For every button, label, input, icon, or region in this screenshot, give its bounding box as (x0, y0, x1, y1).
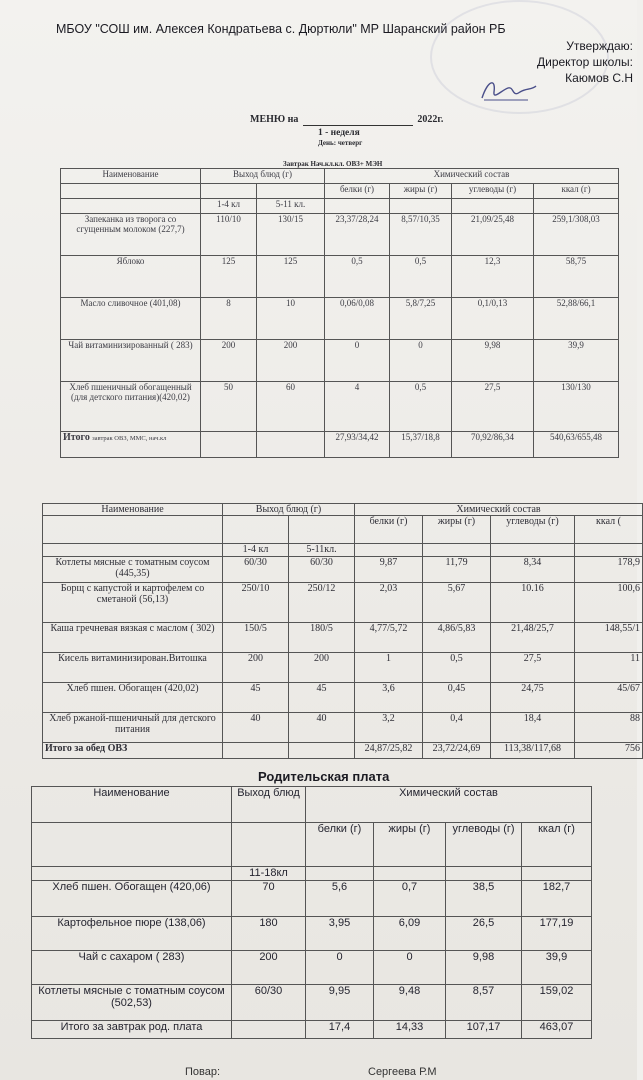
header-name: Наименование (43, 504, 223, 516)
yield-a: 8 (201, 298, 257, 340)
total-label: Итого за завтрак род. плата (32, 1021, 232, 1039)
header-carbs: углеводы (г) (446, 823, 522, 867)
total-carbs: 113,38/117,68 (491, 743, 575, 759)
menu-year: 2022г. (417, 114, 444, 125)
proteins: 0 (325, 340, 390, 382)
fats: 0,5 (390, 256, 452, 298)
yield: 70 (232, 881, 306, 917)
yield: 200 (232, 951, 306, 985)
grade: 11-18кл (232, 867, 306, 881)
approval-line-2: Директор школы: (537, 55, 633, 69)
proteins: 9,95 (306, 985, 374, 1021)
dish-name: Борщ с капустой и картофелем со сметаной (56,13) (43, 583, 223, 623)
yield: 180 (232, 917, 306, 951)
proteins: 0,5 (325, 256, 390, 298)
grade-b: 5-11 кл. (257, 199, 325, 214)
total-carbs: 70,92/86,34 (452, 432, 534, 458)
fats: 0,45 (423, 683, 491, 713)
grade-a: 1-4 кл (201, 199, 257, 214)
breakfast-table (60, 168, 619, 458)
header-yield: Выход блюд (г) (201, 169, 325, 184)
school-title: МБОУ "СОШ им. Алексея Кондратьева с. Дюртюли" МР Шаранский район РБ (56, 22, 506, 36)
dish-name: Хлеб пшен. Обогащен (420,02) (43, 683, 223, 713)
proteins: 4,77/5,72 (355, 623, 423, 653)
dish-name: Запеканка из творога со сгущенным молоком (227,7) (61, 214, 201, 256)
header-proteins: белки (г) (355, 516, 423, 544)
yield-b: 10 (257, 298, 325, 340)
carbs: 27,5 (452, 382, 534, 432)
total-label: Итого (63, 432, 90, 443)
yield-b: 60/30 (289, 557, 355, 583)
total-label-cell (61, 432, 201, 458)
yield: 60/30 (232, 985, 306, 1021)
carbs: 0,1/0,13 (452, 298, 534, 340)
carbs: 9,98 (452, 340, 534, 382)
header-fats: жиры (г) (374, 823, 446, 867)
dish-name: Котлеты мясные с томатным соусом (502,53) (32, 985, 232, 1021)
kcal: 182,7 (522, 881, 592, 917)
total-sublabel: завтрак ОВЗ, ММС, нач.кл (92, 435, 167, 442)
kcal: 88 (575, 713, 643, 743)
kcal: 178,9 (575, 557, 643, 583)
header-kcal: ккал ( (575, 516, 643, 544)
yield-b: 180/5 (289, 623, 355, 653)
menu-label: МЕНЮ на (250, 114, 299, 125)
total-carbs: 107,17 (446, 1021, 522, 1039)
kcal: 58,75 (534, 256, 619, 298)
carbs: 38,5 (446, 881, 522, 917)
fats: 9,48 (374, 985, 446, 1021)
header-fats: жиры (г) (423, 516, 491, 544)
yield-a: 45 (223, 683, 289, 713)
header-name: Наименование (32, 787, 232, 823)
day-label: День: четверг (318, 139, 363, 147)
fats: 0,5 (423, 653, 491, 683)
footer-cook-name: Сергеева Р.М (368, 1066, 437, 1078)
proteins: 3,2 (355, 713, 423, 743)
week-label: 1 - неделя (318, 128, 360, 138)
total-proteins: 24,87/25,82 (355, 743, 423, 759)
yield-b: 250/12 (289, 583, 355, 623)
header-carbs: углеводы (г) (491, 516, 575, 544)
yield-a: 125 (201, 256, 257, 298)
dish-name: Кисель витаминизирован.Витошка (43, 653, 223, 683)
yield-a: 40 (223, 713, 289, 743)
kcal: 100,6 (575, 583, 643, 623)
dish-name: Хлеб ржаной-пшеничный для детского питания (43, 713, 223, 743)
dish-name: Чай с сахаром ( 283) (32, 951, 232, 985)
yield-a: 200 (223, 653, 289, 683)
fats: 5,8/7,25 (390, 298, 452, 340)
proteins: 4 (325, 382, 390, 432)
header-chem: Химический состав (325, 169, 619, 184)
carbs: 9,98 (446, 951, 522, 985)
approval-line-1: Утверждаю: (566, 39, 633, 53)
proteins: 0 (306, 951, 374, 985)
kcal: 159,02 (522, 985, 592, 1021)
carbs: 18,4 (491, 713, 575, 743)
total-proteins: 27,93/34,42 (325, 432, 390, 458)
yield-b: 130/15 (257, 214, 325, 256)
header-kcal: ккал (г) (522, 823, 592, 867)
yield-b: 45 (289, 683, 355, 713)
header-fats: жиры (г) (390, 184, 452, 199)
fats: 11,79 (423, 557, 491, 583)
fats: 0,4 (423, 713, 491, 743)
header-name: Наименование (61, 169, 201, 184)
kcal: 11 (575, 653, 643, 683)
proteins: 9,87 (355, 557, 423, 583)
director-signature (478, 72, 538, 108)
header-carbs: углеводы (г) (452, 184, 534, 199)
header-yield: Выход блюд (232, 787, 306, 823)
yield-b: 125 (257, 256, 325, 298)
carbs: 10.16 (491, 583, 575, 623)
carbs: 8,34 (491, 557, 575, 583)
dish-name: Чай витаминизированный ( 283) (61, 340, 201, 382)
fats: 0 (374, 951, 446, 985)
dish-name: Каша гречневая вязкая с маслом ( 302) (43, 623, 223, 653)
fats: 0 (390, 340, 452, 382)
yield-a: 250/10 (223, 583, 289, 623)
header-yield: Выход блюд (г) (223, 504, 355, 516)
grade-b: 5-11кл. (289, 544, 355, 557)
menu-heading (250, 114, 443, 126)
total-fats: 23,72/24,69 (423, 743, 491, 759)
yield-b: 200 (289, 653, 355, 683)
parent-fee-table (31, 786, 592, 1039)
fats: 0,7 (374, 881, 446, 917)
footer-cook-label: Повар: (185, 1066, 221, 1078)
carbs: 21,48/25,7 (491, 623, 575, 653)
proteins: 0,06/0,08 (325, 298, 390, 340)
kcal: 52,88/66,1 (534, 298, 619, 340)
carbs: 27,5 (491, 653, 575, 683)
kcal: 39,9 (534, 340, 619, 382)
fats: 6,09 (374, 917, 446, 951)
kcal: 39,9 (522, 951, 592, 985)
breakfast-caption: Завтрак Нач.кл.кл. ОВЗ+ МЭН (283, 160, 383, 168)
carbs: 24,75 (491, 683, 575, 713)
yield-a: 200 (201, 340, 257, 382)
kcal: 45/67 (575, 683, 643, 713)
fats: 0,5 (390, 382, 452, 432)
carbs: 21,09/25,48 (452, 214, 534, 256)
yield-a: 110/10 (201, 214, 257, 256)
carbs: 26,5 (446, 917, 522, 951)
proteins: 3,95 (306, 917, 374, 951)
lunch-table (42, 503, 643, 759)
total-proteins: 17,4 (306, 1021, 374, 1039)
kcal: 130/130 (534, 382, 619, 432)
proteins: 3,6 (355, 683, 423, 713)
fats: 8,57/10,35 (390, 214, 452, 256)
dish-name: Хлеб пшен. Обогащен (420,06) (32, 881, 232, 917)
total-kcal: 756 (575, 743, 643, 759)
fats: 4,86/5,83 (423, 623, 491, 653)
total-label: Итого за обед ОВЗ (43, 743, 223, 759)
header-proteins: белки (г) (306, 823, 374, 867)
dish-name: Картофельное пюре (138,06) (32, 917, 232, 951)
yield-b: 60 (257, 382, 325, 432)
total-fats: 15,37/18,8 (390, 432, 452, 458)
header-kcal: ккал (г) (534, 184, 619, 199)
total-fats: 14,33 (374, 1021, 446, 1039)
yield-a: 50 (201, 382, 257, 432)
kcal: 177,19 (522, 917, 592, 951)
yield-b: 40 (289, 713, 355, 743)
dish-name: Котлеты мясные с томатным соусом (445,35) (43, 557, 223, 583)
proteins: 2,03 (355, 583, 423, 623)
header-proteins: белки (г) (325, 184, 390, 199)
proteins: 1 (355, 653, 423, 683)
parent-fee-title: Родительская плата (258, 769, 390, 784)
kcal: 259,1/308,03 (534, 214, 619, 256)
date-blank-line (303, 114, 413, 126)
approval-block (537, 38, 633, 86)
proteins: 23,37/28,24 (325, 214, 390, 256)
dish-name: Яблоко (61, 256, 201, 298)
carbs: 8,57 (446, 985, 522, 1021)
fats: 5,67 (423, 583, 491, 623)
total-kcal: 463,07 (522, 1021, 592, 1039)
carbs: 12,3 (452, 256, 534, 298)
proteins: 5,6 (306, 881, 374, 917)
total-kcal: 540,63/655,48 (534, 432, 619, 458)
yield-a: 150/5 (223, 623, 289, 653)
header-chem: Химический состав (355, 504, 643, 516)
kcal: 148,55/1 (575, 623, 643, 653)
dish-name: Масло сливочное (401,08) (61, 298, 201, 340)
yield-b: 200 (257, 340, 325, 382)
dish-name: Хлеб пшеничный обогащенный (для детского питания)(420,02) (61, 382, 201, 432)
yield-a: 60/30 (223, 557, 289, 583)
header-chem: Химический состав (306, 787, 592, 823)
grade-a: 1-4 кл (223, 544, 289, 557)
approval-line-3: Каюмов С.Н (565, 71, 633, 85)
